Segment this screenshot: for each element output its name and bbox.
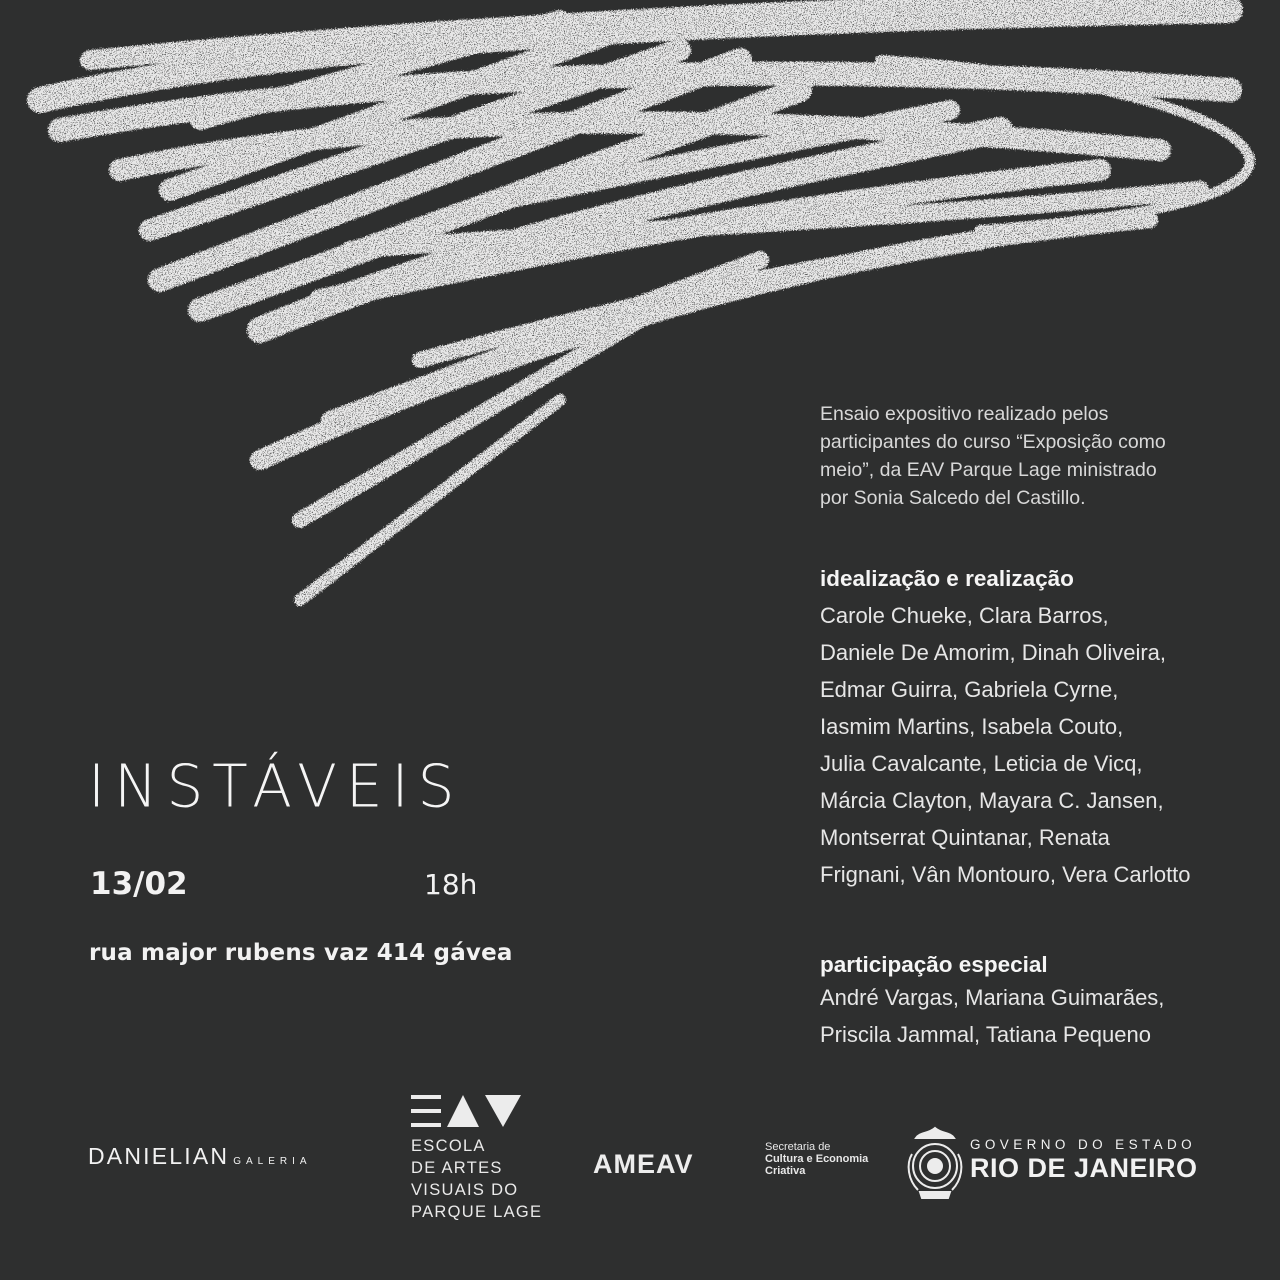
event-address: rua major rubens vaz 414 gávea	[89, 940, 513, 966]
name-line: Priscila Jammal, Tatiana Pequeno	[820, 1022, 1151, 1047]
secretaria-line: Cultura e Economia	[765, 1153, 869, 1165]
event-date: 13/02	[90, 866, 188, 902]
name-line: Márcia Clayton, Mayara C. Jansen,	[820, 788, 1164, 813]
danielian-name: DANIELIAN	[88, 1143, 230, 1169]
idealizacao-section	[820, 566, 1240, 893]
idealizacao-names	[820, 597, 1240, 893]
name-line: Iasmim Martins, Isabela Couto,	[820, 714, 1124, 739]
chalk-scribble-artwork	[0, 0, 1280, 620]
eav-line: VISUAIS DO	[411, 1181, 519, 1199]
intro-line: Ensaio expositivo realizado pelos	[820, 403, 1109, 425]
participacao-heading: participação especial	[820, 952, 1048, 977]
name-line: Daniele De Amorim, Dinah Oliveira,	[820, 640, 1167, 665]
secretaria-line: Criativa	[765, 1165, 806, 1177]
event-title: INSTÁVEIS	[88, 751, 464, 821]
intro-line: por Sonia Salcedo del Castillo.	[820, 487, 1086, 509]
governo-rj-logo	[970, 1137, 1198, 1184]
eav-line: PARQUE LAGE	[411, 1203, 543, 1221]
danielian-galeria-logo	[88, 1143, 312, 1170]
name-line: Julia Cavalcante, Leticia de Vicq,	[820, 751, 1143, 776]
eav-line: ESCOLA	[411, 1137, 486, 1155]
eav-logo	[411, 1095, 542, 1223]
intro-line: participantes do curso “Exposição como	[820, 431, 1166, 453]
governo-line1: GOVERNO DO ESTADO	[970, 1137, 1197, 1152]
name-line: André Vargas, Mariana Guimarães,	[820, 985, 1165, 1010]
eav-logo-icon	[411, 1095, 523, 1127]
danielian-suffix: GALERIA	[233, 1156, 312, 1167]
secretaria-logo	[765, 1141, 868, 1177]
participacao-section	[820, 952, 1240, 1053]
intro-text	[820, 400, 1240, 512]
governo-line2: RIO DE JANEIRO	[970, 1153, 1198, 1183]
event-time: 18h	[424, 868, 478, 901]
name-line: Carole Chueke, Clara Barros,	[820, 603, 1109, 628]
secretaria-line: Secretaria de	[765, 1141, 831, 1153]
name-line: Frignani, Vân Montouro, Vera Carlotto	[820, 862, 1191, 887]
eav-line: DE ARTES	[411, 1159, 503, 1177]
name-line: Edmar Guirra, Gabriela Cyrne,	[820, 677, 1119, 702]
idealizacao-heading: idealização e realização	[820, 566, 1074, 591]
name-line: Montserrat Quintanar, Renata	[820, 825, 1110, 850]
intro-line: meio”, da EAV Parque Lage ministrado	[820, 459, 1157, 481]
state-seal-icon	[904, 1124, 966, 1202]
ameav-logo: AMEAV	[593, 1149, 694, 1179]
participacao-names	[820, 979, 1240, 1053]
